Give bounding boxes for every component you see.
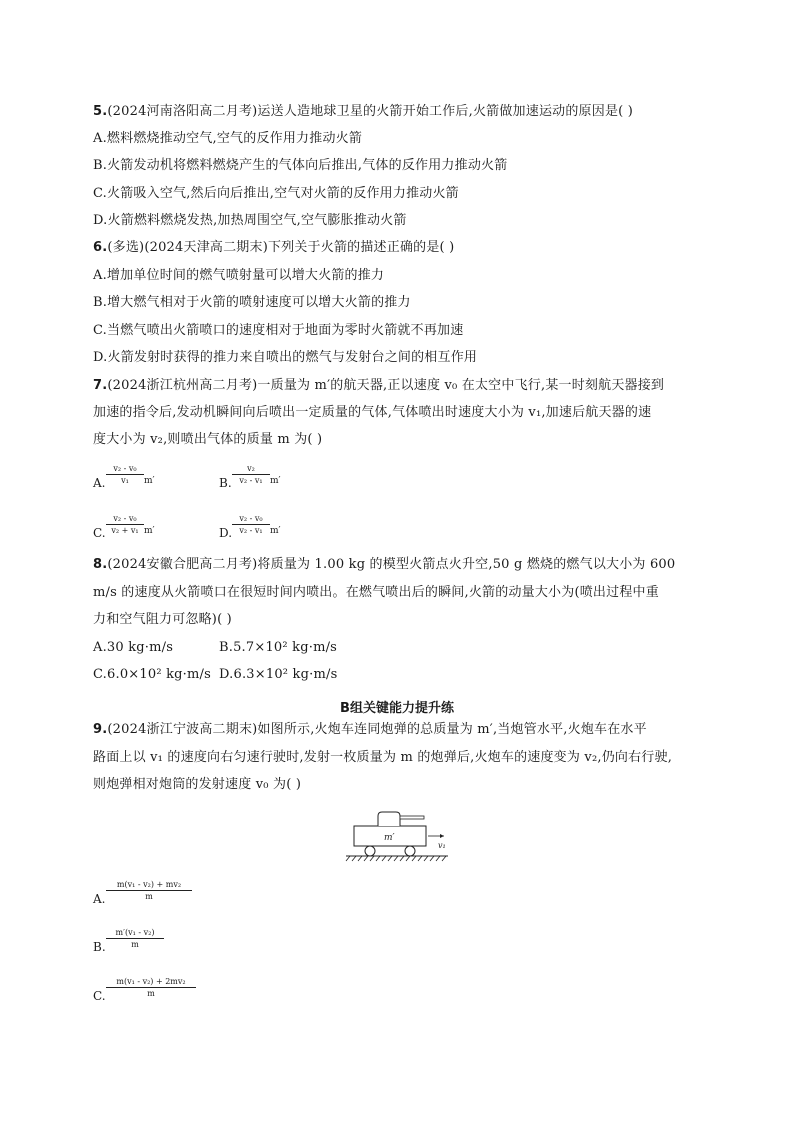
- q6-option-c: C.当燃气喷出火箭喷口的速度相对于地面为零时火箭就不再加速: [93, 323, 464, 338]
- q7-option-c-label: C.: [93, 526, 106, 540]
- q8-option-a: A.30 kg·m/s: [93, 640, 174, 655]
- q8-stem: [93, 557, 675, 573]
- q8-option-b: B.5.7×10² kg·m/s: [219, 640, 338, 655]
- q9-option-b-label: B.: [93, 940, 106, 954]
- q7-line2: 加速的指令后,发动机瞬间向后喷出一定质量的气体,气体喷出时速度大小为 v₁,加速后航天器的速: [93, 405, 652, 420]
- fraction-bar: [232, 524, 270, 525]
- vehicle-turret: [378, 812, 400, 826]
- q7-option-a-fraction: [106, 464, 144, 485]
- q6-option-b: B.增大燃气相对于火箭的喷射速度可以增大火箭的推力: [93, 295, 411, 310]
- denominator: v₂ + v₁: [111, 526, 139, 535]
- denominator: m: [131, 940, 139, 949]
- denominator: v₂ - v₁: [239, 526, 263, 535]
- q6-option-a: A.增加单位时间的燃气喷射量可以增大火箭的推力: [93, 268, 385, 283]
- fraction-bar: [232, 474, 270, 475]
- q8-line1: (2024安徽合肥高二月考)将质量为 1.00 kg 的模型火箭点火升空,50 g 燃烧的燃气以大小为 600: [107, 557, 676, 572]
- q9-option-b-fraction: [106, 928, 164, 949]
- q9-line1: (2024浙江宁波高二期末)如图所示,火炮车连同炮弹的总质量为 m′,当炮管水平,火炮车在水平: [107, 722, 647, 737]
- q7-option-d-fraction: [232, 514, 270, 535]
- numerator: m′(v₁ - v₂): [115, 928, 155, 937]
- q9-option-c: [93, 977, 233, 1007]
- artillery-vehicle-diagram: [340, 796, 460, 864]
- numerator: v₂ - v₀: [113, 514, 137, 523]
- vehicle-mass-label: m′: [384, 833, 395, 843]
- q7-option-b-label: B.: [219, 476, 232, 490]
- denominator: v₂ - v₁: [239, 476, 263, 485]
- q8-number: 8.: [93, 557, 108, 572]
- q5-stem: [93, 104, 633, 120]
- q6-stem-text: (多选)(2024天津高二期末)下列关于火箭的描述正确的是( ): [107, 240, 455, 255]
- fraction-bar: [106, 987, 196, 988]
- q9-option-a-fraction: [106, 880, 192, 901]
- q7-option-c-factor: m′: [144, 526, 155, 536]
- q6-stem: [93, 240, 454, 256]
- q9-stem: [93, 722, 647, 738]
- denominator: m: [145, 892, 153, 901]
- q7-option-b-factor: m′: [270, 476, 281, 486]
- q7-line3: 度大小为 v₂,则喷出气体的质量 m 为( ): [93, 432, 323, 447]
- q5-option-a: A.燃料燃烧推动空气,空气的反作用力推动火箭: [93, 131, 363, 146]
- q9-line3: 则炮弹相对炮筒的发射速度 v₀ 为( ): [93, 777, 302, 792]
- q9-option-a: [93, 880, 233, 910]
- q7-option-a-label: A.: [93, 476, 106, 490]
- q7-option-a-factor: m′: [144, 476, 155, 486]
- q7-option-b: [219, 464, 339, 494]
- fraction-bar: [106, 524, 144, 525]
- fraction-bar: [106, 938, 164, 939]
- q7-option-c-fraction: [106, 514, 144, 535]
- q7-option-d-label: D.: [219, 526, 233, 540]
- ground-hatching: [346, 856, 446, 861]
- wheel-left: [365, 846, 375, 856]
- denominator: m: [147, 989, 155, 998]
- artillery-vehicle-figure: [340, 796, 460, 868]
- q7-option-c: [93, 514, 213, 544]
- q5-stem-text: (2024河南洛阳高二月考)运送人造地球卫星的火箭开始工作后,火箭做加速运动的原因是( ): [107, 104, 634, 119]
- q5-option-c: C.火箭吸入空气,然后向后推出,空气对火箭的反作用力推动火箭: [93, 186, 459, 201]
- q9-option-b: [93, 928, 233, 958]
- q8-line2: m/s 的速度从火箭喷口在很短时间内喷出。在燃气喷出后的瞬间,火箭的动量大小为(喷出过程中重: [93, 585, 659, 600]
- q7-option-d: [219, 514, 339, 544]
- numerator: m(v₁ - v₂) + mv₂: [116, 880, 182, 889]
- q8-line3: 力和空气阻力可忽略)( ): [93, 612, 232, 627]
- fraction-bar: [106, 474, 144, 475]
- velocity-arrow-head: [440, 834, 444, 838]
- q7-option-b-fraction: [232, 464, 270, 485]
- q5-option-d: D.火箭燃料燃烧发热,加热周围空气,空气膨胀推动火箭: [93, 213, 407, 228]
- q9-line2: 路面上以 v₁ 的速度向右匀速行驶时,发射一枚质量为 m 的炮弹后,火炮车的速度变为 v₂,仍向右行驶,: [93, 750, 673, 765]
- numerator: v₂ - v₀: [239, 514, 263, 523]
- numerator: v₂ - v₀: [113, 464, 137, 473]
- section-title: B组关键能力提升练: [340, 701, 454, 716]
- fraction-bar: [106, 890, 192, 891]
- q8-option-c: C.6.0×10² kg·m/s: [93, 667, 211, 682]
- q9-option-a-label: A.: [93, 892, 106, 906]
- numerator: m(v₁ - v₂) + 2mv₂: [116, 977, 186, 986]
- q6-number: 6.: [93, 240, 108, 255]
- q5-number: 5.: [93, 104, 108, 119]
- q7-number: 7.: [93, 378, 108, 393]
- q7-line1: (2024浙江杭州高二月考)一质量为 m′的航天器,正以速度 v₀ 在太空中飞行,某一时刻航天器接到: [107, 378, 665, 393]
- q9-option-c-fraction: [106, 977, 196, 998]
- q5-option-b: B.火箭发动机将燃料燃烧产生的气体向后推出,气体的反作用力推动火箭: [93, 158, 508, 173]
- q6-option-d: D.火箭发射时获得的推力来自喷出的燃气与发射台之间的相互作用: [93, 350, 478, 365]
- q7-option-d-factor: m′: [270, 526, 281, 536]
- q9-number: 9.: [93, 722, 108, 737]
- gun-barrel: [400, 816, 424, 819]
- q7-stem: [93, 378, 664, 394]
- q8-option-d: D.6.3×10² kg·m/s: [219, 667, 338, 682]
- velocity-label: v₁: [438, 841, 446, 850]
- q7-option-a: [93, 464, 213, 494]
- denominator: v₁: [121, 476, 129, 485]
- wheel-right: [405, 846, 415, 856]
- q9-option-c-label: C.: [93, 989, 106, 1003]
- numerator: v₂: [247, 464, 255, 473]
